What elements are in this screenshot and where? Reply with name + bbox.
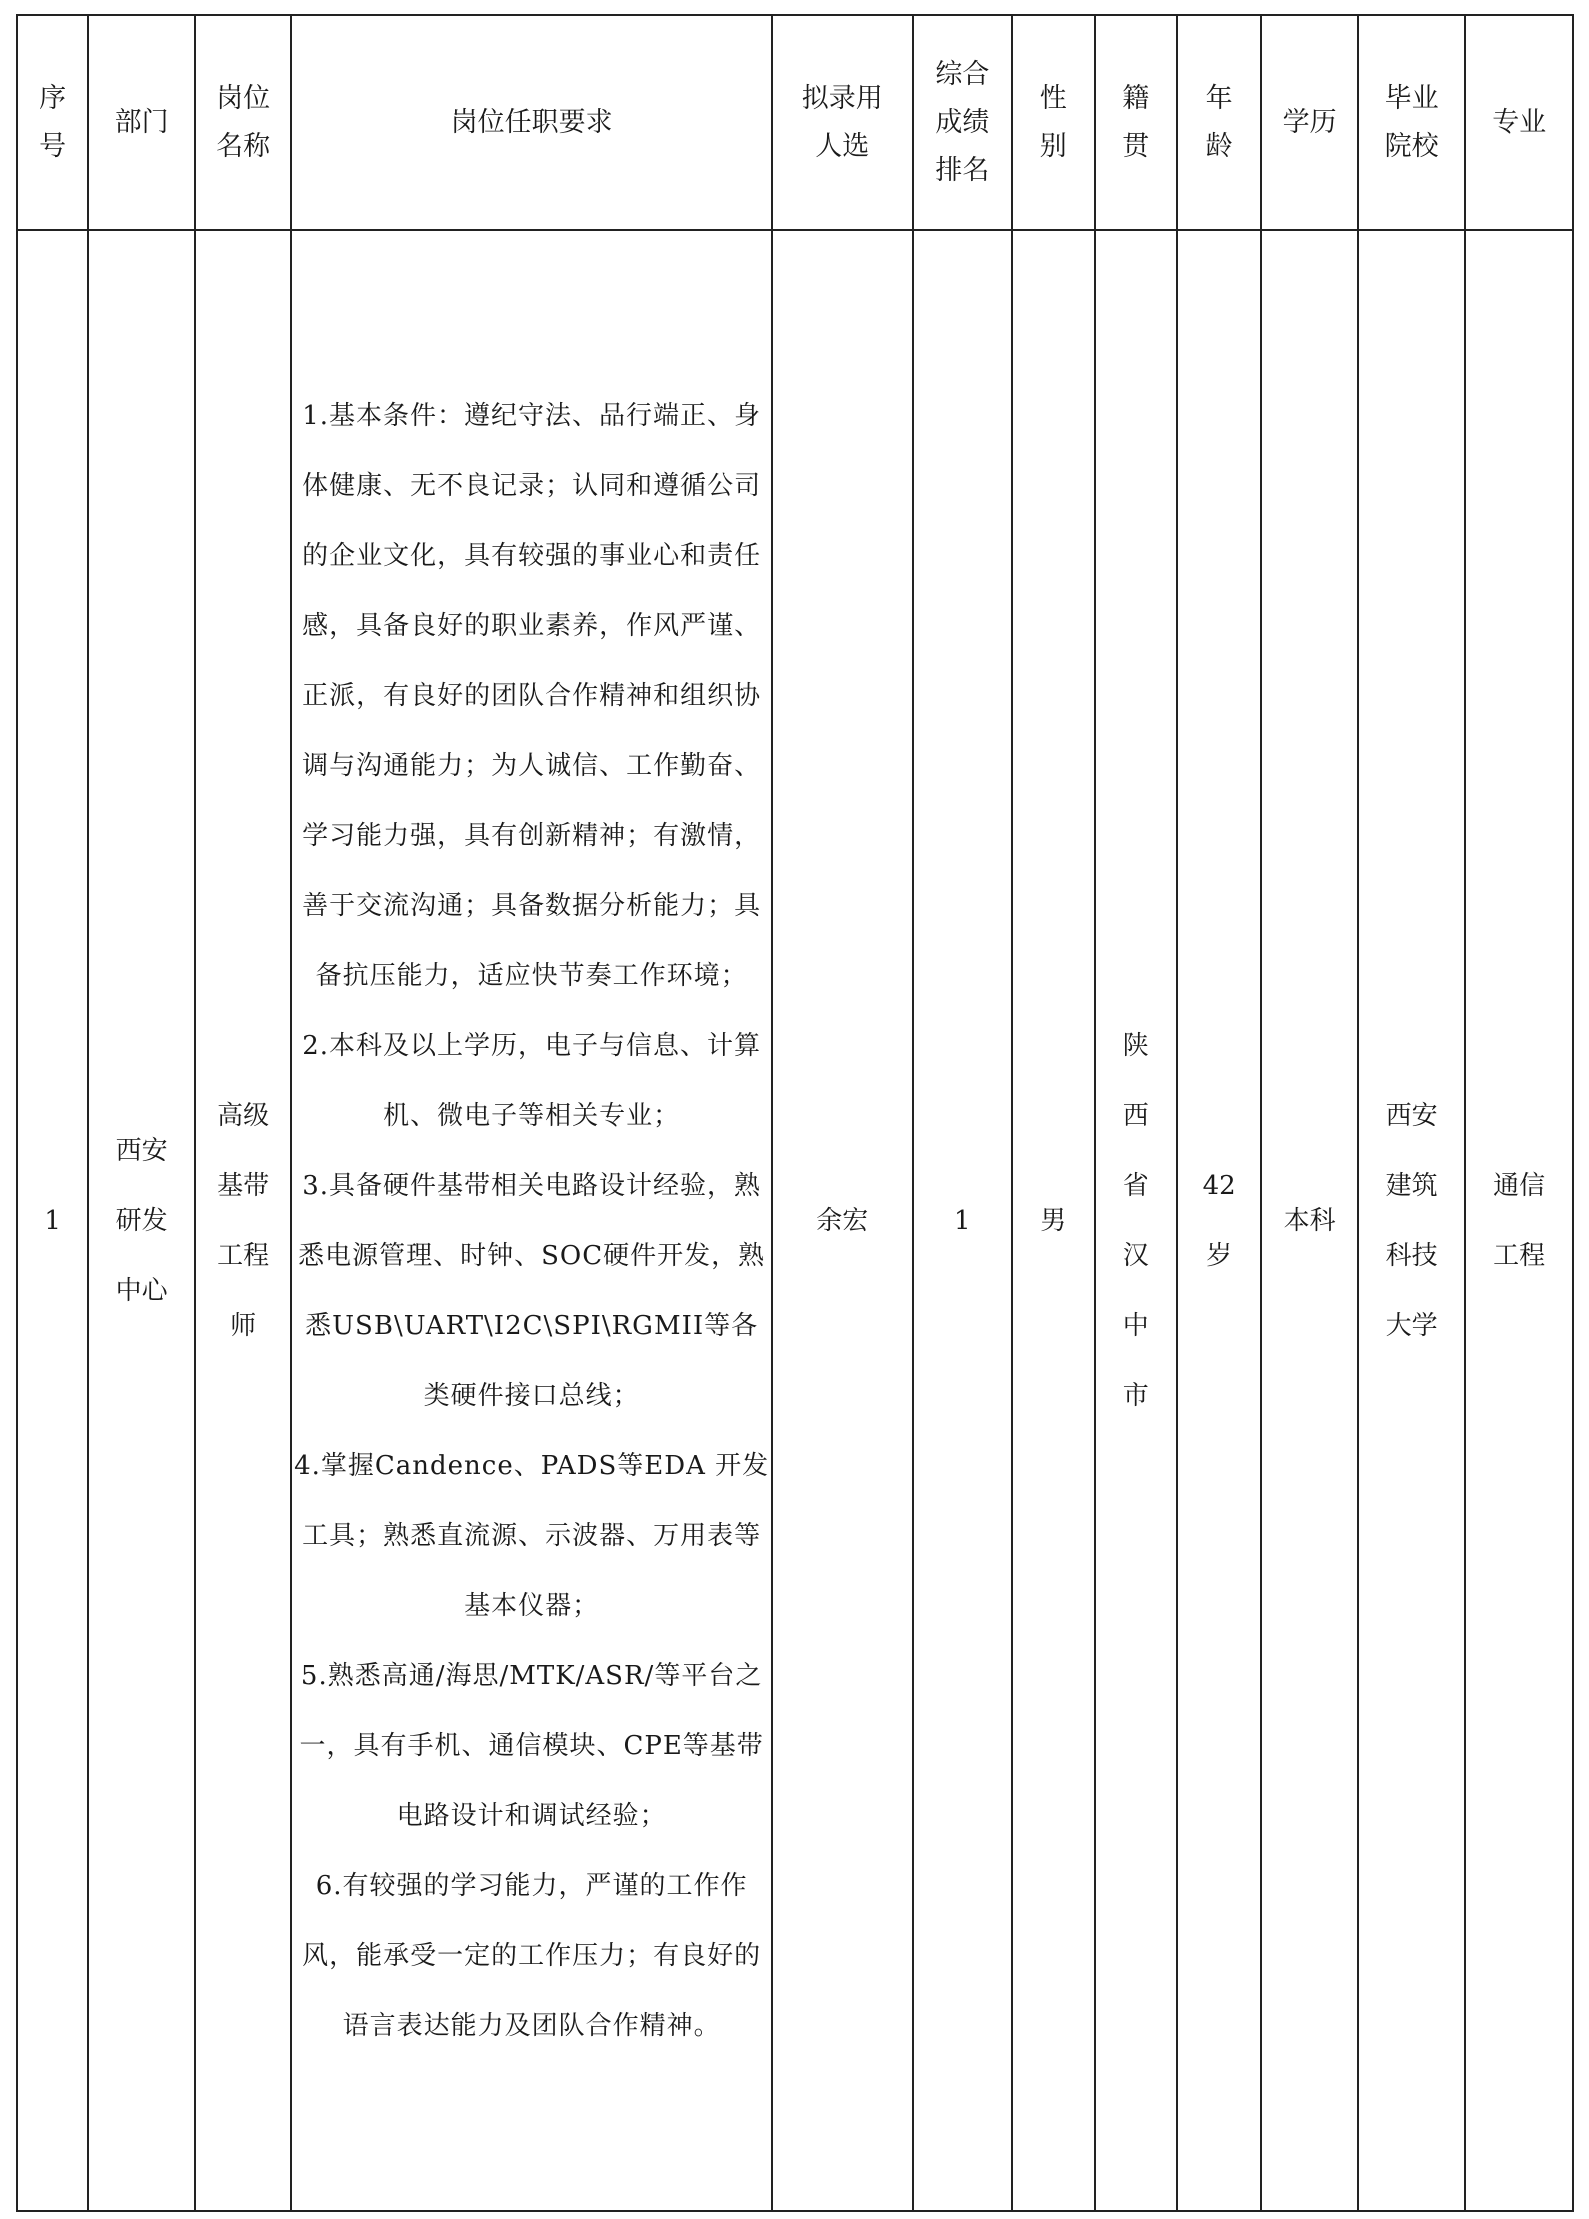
- header-candidate: 拟录用人选: [772, 15, 913, 230]
- header-major: 专业: [1465, 15, 1573, 230]
- cell-requirements: [291, 230, 771, 2211]
- header-position: 岗位名称: [195, 15, 291, 230]
- header-hometown: 籍贯: [1095, 15, 1177, 230]
- cell-major: 通信工程: [1465, 230, 1573, 2211]
- header-age: 年龄: [1177, 15, 1261, 230]
- header-index: 序号: [17, 15, 88, 230]
- cell-school: 西安建筑科技大学: [1358, 230, 1466, 2211]
- cell-candidate: 余宏: [772, 230, 913, 2211]
- requirement-item: 2.本科及以上学历，电子与信息、计算机、微电子等相关专业；: [302, 1030, 762, 1131]
- header-gender: 性别: [1012, 15, 1094, 230]
- cell-gender: 男: [1012, 230, 1094, 2211]
- cell-index: 1: [17, 230, 88, 2211]
- cell-position: 高级基带工程师: [195, 230, 291, 2211]
- requirement-item: 3.具备硬件基带相关电路设计经验，熟悉电源管理、时钟、SOC硬件开发，熟悉USB\UART\I2C\SPI\RGMII等各类硬件接口总线；: [298, 1170, 766, 1411]
- cell-education: 本科: [1261, 230, 1357, 2211]
- header-requirements: 岗位任职要求: [291, 15, 771, 230]
- header-row: [17, 15, 1573, 230]
- requirement-item: 6.有较强的学习能力，严谨的工作作风，能承受一定的工作压力；有良好的语言表达能力及团队合作精神。: [302, 1870, 762, 2041]
- header-department: 部门: [88, 15, 195, 230]
- cell-hometown: 陕西省汉中市: [1095, 230, 1177, 2211]
- requirement-item: 4.掌握Candence、PADS等EDA 开发工具；熟悉直流源、示波器、万用表等基本仪器；: [294, 1450, 770, 1621]
- header-education: 学历: [1261, 15, 1357, 230]
- header-rank: 综合成绩排名: [913, 15, 1013, 230]
- hiring-table: [16, 14, 1574, 2212]
- cell-rank: 1: [913, 230, 1013, 2211]
- requirement-item: 5.熟悉高通/海思/MTK/ASR/等平台之一，具有手机、通信模块、CPE等基带电路设计和调试经验；: [299, 1660, 764, 1831]
- cell-department: 西安研发中心: [88, 230, 195, 2211]
- header-school: 毕业院校: [1358, 15, 1466, 230]
- cell-age: 42岁: [1177, 230, 1261, 2211]
- requirement-item: 1.基本条件：遵纪守法、品行端正、身体健康、无不良记录；认同和遵循公司的企业文化，具有较强的事业心和责任感，具备良好的职业素养，作风严谨、正派，有良好的团队合作精神和组织协调与沟通能力；为人诚信、工作勤奋、学习能力强，具有创新精神；有激情，善于交流沟通；具备数据分析能力；具备抗压能力，适应快节奏工作环境；: [302, 400, 762, 991]
- table-row: [17, 230, 1573, 2211]
